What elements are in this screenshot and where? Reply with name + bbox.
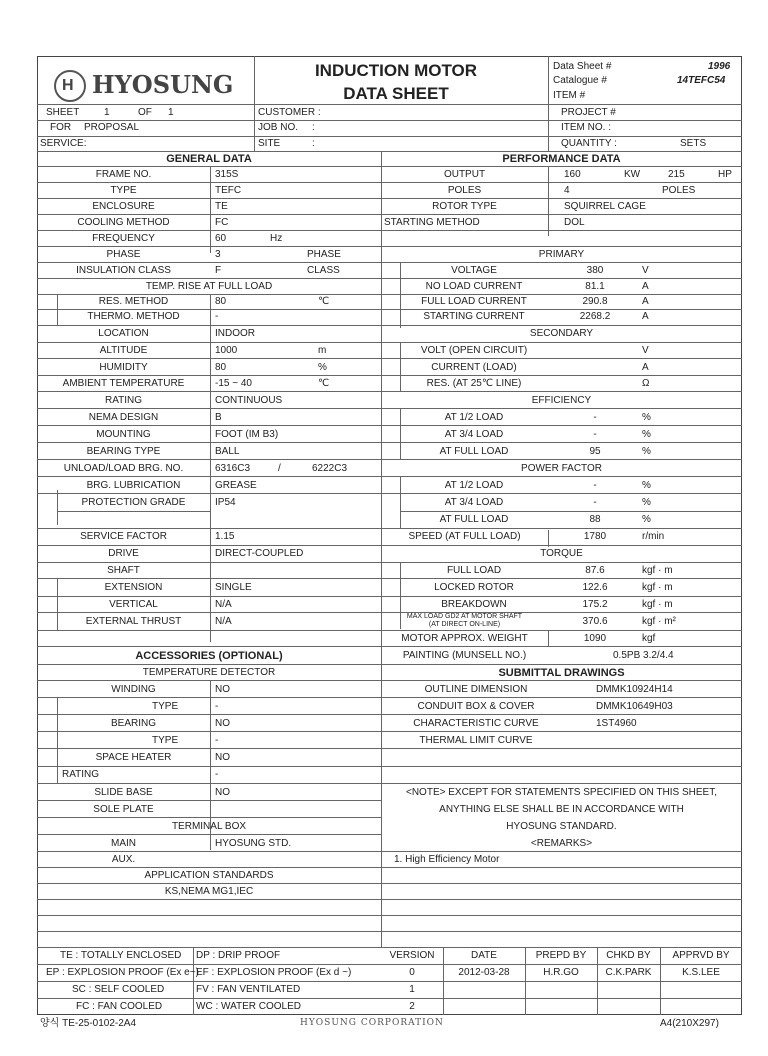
shaft-label: SHAFT — [107, 565, 140, 576]
note-line-2: ANYTHING ELSE SHALL BE IN ACCORDANCE WITH — [439, 804, 684, 815]
full-load-torque-unit: kgf · m — [642, 565, 673, 576]
motor-weight-unit: kgf — [642, 633, 656, 644]
starting-current-value: 2268.2 — [579, 311, 611, 322]
protection-grade-value: IP54 — [215, 497, 236, 508]
submittal-drawings-heading: SUBMITTAL DRAWINGS — [498, 667, 625, 679]
output-label: OUTPUT — [443, 169, 486, 180]
speed-label: SPEED (AT FULL LOAD) — [408, 531, 521, 542]
bearing-detector-type-label: TYPE — [152, 735, 179, 746]
bearing-detector-label: BEARING — [110, 718, 156, 729]
document-subtitle: DATA SHEET — [343, 84, 449, 103]
winding-value: NO — [215, 684, 230, 695]
service-factor-label: SERVICE FACTOR — [80, 531, 167, 542]
voltage-label: VOLTAGE — [451, 265, 497, 276]
drive-value: DIRECT-COUPLED — [215, 548, 304, 559]
accessories-heading: ACCESSORIES (OPTIONAL) — [135, 650, 283, 662]
res-method-value: 80 — [215, 296, 227, 307]
full-load-current-label: FULL LOAD CURRENT — [421, 296, 527, 307]
full-load-current-value: 290.8 — [582, 296, 608, 307]
insulation-class-unit: CLASS — [307, 265, 340, 276]
efficiency-full-load-label: AT FULL LOAD — [439, 446, 509, 457]
general-data-heading: GENERAL DATA — [166, 153, 252, 165]
output-kw-value: 160 — [564, 169, 581, 180]
legend-ep: EP : EXPLOSION PROOF (Ex e~) — [46, 967, 199, 978]
phase-unit: PHASE — [307, 249, 341, 260]
for-label: FOR — [50, 122, 72, 133]
note-line-3: HYOSUNG STANDARD. — [506, 821, 617, 832]
humidity-label: HUMIDITY — [99, 362, 148, 373]
phase-value: 3 — [215, 249, 221, 260]
bearing-type-label: BEARING TYPE — [86, 446, 161, 457]
altitude-label: ALTITUDE — [99, 345, 148, 356]
altitude-value: 1000 — [215, 345, 238, 356]
cooling-method-value: FC — [215, 217, 229, 228]
painting-label: PAINTING (MUNSELL NO.) — [402, 650, 527, 661]
speed-unit: r/min — [642, 531, 665, 542]
starting-method-value: DOL — [564, 217, 585, 228]
outline-dimension-label: OUTLINE DIMENSION — [424, 684, 528, 695]
form-number: 양식 TE-25-0102-2A4 — [40, 1018, 137, 1029]
rotor-type-label: ROTOR TYPE — [432, 201, 497, 212]
revision-version: 0 — [409, 967, 415, 978]
breakdown-torque-value: 175.2 — [582, 599, 608, 610]
efficiency-three-quarter-load-unit: % — [642, 429, 651, 440]
revision-header-version: VERSION — [389, 950, 435, 961]
location-label: LOCATION — [98, 328, 149, 339]
nema-design-value: B — [215, 412, 222, 423]
external-thrust-value: N/A — [215, 616, 232, 627]
type-label: TYPE — [110, 185, 137, 196]
locked-rotor-torque-value: 122.6 — [582, 582, 608, 593]
revision-version: 1 — [409, 984, 415, 995]
frequency-unit: Hz — [270, 233, 283, 244]
conduit-box-label: CONDUIT BOX & COVER — [417, 701, 535, 712]
speed-value: 1780 — [583, 531, 607, 542]
remark-1: 1. High Efficiency Motor — [394, 854, 500, 865]
type-value: TEFC — [215, 185, 242, 196]
customer-label: CUSTOMER : — [258, 107, 321, 118]
output-hp-value: 215 — [668, 169, 685, 180]
legend-fv: FV : FAN VENTILATED — [196, 984, 301, 995]
revision-date: 2012-03-28 — [458, 967, 510, 978]
vertical-value: N/A — [215, 599, 232, 610]
conduit-box-value: DMMK10649H03 — [596, 701, 673, 712]
unload-bearing-value: 6316C3 — [215, 463, 251, 474]
load-current-unit: A — [642, 362, 649, 373]
quantity-label: QUANTITY : — [561, 138, 617, 149]
insulation-class-label: INSULATION CLASS — [76, 265, 171, 276]
power-factor-three-quarter-load-label: AT 3/4 LOAD — [444, 497, 504, 508]
characteristic-curve-label: CHARACTERISTIC CURVE — [413, 718, 539, 729]
protection-grade-label: PROTECTION GRADE — [81, 497, 186, 508]
thermo-method-value: - — [215, 311, 219, 322]
corporation-name: HYOSUNG CORPORATION — [300, 1018, 444, 1028]
application-standards-label: APPLICATION STANDARDS — [144, 870, 274, 881]
revision-checked-by: C.K.PARK — [605, 967, 652, 978]
thermal-limit-curve-label: THERMAL LIMIT CURVE — [419, 735, 533, 746]
no-load-current-label: NO LOAD CURRENT — [425, 281, 523, 292]
main-terminal-value: HYOSUNG STD. — [215, 838, 292, 849]
power-factor-full-load-value: 88 — [589, 514, 601, 525]
open-circuit-volt-unit: V — [642, 345, 649, 356]
space-heater-value: NO — [215, 752, 230, 763]
ambient-temperature-value: -15 ~ 40 — [215, 378, 252, 389]
legend-fc: FC : FAN COOLED — [76, 1001, 163, 1012]
quantity-unit: SETS — [680, 138, 707, 149]
full-load-current-unit: A — [642, 296, 649, 307]
insulation-class-value: F — [215, 265, 222, 276]
remarks-label: <REMARKS> — [530, 838, 593, 849]
sheet-total: 1 — [168, 107, 174, 118]
revision-header-date: DATE — [471, 950, 497, 961]
job-colon: : — [312, 122, 315, 133]
characteristic-curve-value: 1ST4960 — [596, 718, 637, 729]
winding-label: WINDING — [111, 684, 156, 695]
thermo-method-label: THERMO. METHOD — [87, 311, 180, 322]
winding-type-label: TYPE — [152, 701, 179, 712]
breakdown-torque-label: BREAKDOWN — [441, 599, 507, 610]
revision-header-checked: CHKD BY — [606, 950, 651, 961]
revision-header-approved: APPRVD BY — [672, 950, 730, 961]
power-factor-half-load-label: AT 1/2 LOAD — [444, 480, 504, 491]
torque-label: TORQUE — [540, 548, 583, 559]
cooling-method-label: COOLING METHOD — [77, 217, 170, 228]
voltage-unit: V — [642, 265, 649, 276]
output-kw-unit: KW — [624, 169, 641, 180]
drive-label: DRIVE — [108, 548, 139, 559]
power-factor-half-load-value: - — [593, 480, 597, 491]
extension-value: SINGLE — [215, 582, 252, 593]
secondary-label: SECONDARY — [529, 328, 594, 339]
voltage-value: 380 — [586, 265, 604, 276]
brand-name: HYOSUNG — [92, 70, 234, 99]
motor-weight-value: 1090 — [583, 633, 607, 644]
power-factor-three-quarter-load-unit: % — [642, 497, 651, 508]
temperature-detector-label: TEMPERATURE DETECTOR — [142, 667, 276, 678]
external-thrust-label: EXTERNAL THRUST — [85, 616, 182, 627]
poles-value: 4 — [564, 185, 570, 196]
hyosung-logo-icon: H — [54, 70, 86, 102]
paper-size: A4(210X297) — [660, 1018, 719, 1029]
sole-plate-label: SOLE PLATE — [93, 804, 154, 815]
revision-prepared-by: H.R.GO — [543, 967, 579, 978]
data-sheet-value: 1996 — [708, 61, 731, 72]
nema-design-label: NEMA DESIGN — [88, 412, 159, 423]
space-heater-label: SPACE HEATER — [95, 752, 172, 763]
temp-rise-label: TEMP. RISE AT FULL LOAD — [145, 281, 273, 292]
efficiency-half-load-value: - — [593, 412, 597, 423]
note-line-1: <NOTE> EXCEPT FOR STATEMENTS SPECIFIED ON THIS SHEET, — [406, 787, 717, 798]
item-label: ITEM # — [553, 90, 586, 101]
locked-rotor-torque-label: LOCKED ROTOR — [434, 582, 514, 593]
slide-base-value: NO — [215, 787, 230, 798]
starting-method-label: STARTING METHOD — [384, 217, 480, 228]
enclosure-value: TE — [215, 201, 228, 212]
service-factor-value: 1.15 — [215, 531, 235, 542]
performance-data-heading: PERFORMANCE DATA — [502, 153, 621, 165]
project-label: PROJECT # — [561, 107, 616, 118]
slide-base-label: SLIDE BASE — [94, 787, 153, 798]
no-load-current-value: 81.1 — [585, 281, 605, 292]
gd2-label-note: (AT DIRECT ON-LINE) — [428, 621, 501, 628]
altitude-unit: m — [318, 345, 327, 356]
service-label: SERVICE: — [40, 138, 87, 149]
site-label: SITE — [258, 138, 281, 149]
efficiency-label: EFFICIENCY — [531, 395, 592, 406]
extension-label: EXTENSION — [104, 582, 163, 593]
ambient-temperature-unit: ℃ — [318, 378, 330, 389]
gd2-label: MAX LOAD GD2 AT MOTOR SHAFT — [406, 613, 523, 620]
locked-rotor-torque-unit: kgf · m — [642, 582, 673, 593]
motor-weight-label: MOTOR APPROX. WEIGHT — [401, 633, 528, 644]
power-factor-three-quarter-load-value: - — [593, 497, 597, 508]
aux-terminal-label: AUX. — [111, 854, 136, 865]
bearing-lubrication-label: BRG. LUBRICATION — [86, 480, 181, 491]
efficiency-three-quarter-load-value: - — [593, 429, 597, 440]
rating-label: RATING — [104, 395, 143, 406]
legend-ef: EF : EXPLOSION PROOF (Ex d ~) — [196, 967, 352, 978]
frequency-label: FREQUENCY — [92, 233, 155, 244]
heater-rating-label: RATING — [62, 769, 100, 780]
frequency-value: 60 — [215, 233, 227, 244]
gd2-value: 370.6 — [582, 616, 608, 627]
for-value: PROPOSAL — [84, 122, 140, 133]
power-factor-full-load-label: AT FULL LOAD — [439, 514, 509, 525]
starting-current-unit: A — [642, 311, 649, 322]
item-number-label: ITEM NO. : — [561, 122, 611, 133]
power-factor-label: POWER FACTOR — [521, 463, 602, 474]
power-factor-full-load-unit: % — [642, 514, 651, 525]
resistance-unit: Ω — [642, 378, 650, 389]
breakdown-torque-unit: kgf · m — [642, 599, 673, 610]
revision-header-prepared: PREPD BY — [535, 950, 587, 961]
legend-sc: SC : SELF COOLED — [72, 984, 165, 995]
poles-label: POLES — [447, 185, 482, 196]
efficiency-three-quarter-load-label: AT 3/4 LOAD — [444, 429, 504, 440]
bearing-number-label: UNLOAD/LOAD BRG. NO. — [63, 463, 184, 474]
painting-value: 0.5PB 3.2/4.4 — [613, 650, 674, 661]
data-sheet-label: Data Sheet # — [553, 61, 612, 72]
poles-unit: POLES — [662, 185, 696, 196]
output-hp-unit: HP — [718, 169, 732, 180]
efficiency-full-load-unit: % — [642, 446, 651, 457]
site-colon: : — [312, 138, 315, 149]
revision-approved-by: K.S.LEE — [682, 967, 720, 978]
full-load-torque-label: FULL LOAD — [446, 565, 502, 576]
bearing-detector-type-value: - — [215, 735, 219, 746]
bearing-separator: / — [278, 463, 281, 474]
full-load-torque-value: 87.6 — [585, 565, 605, 576]
humidity-unit: % — [318, 362, 327, 373]
winding-type-value: - — [215, 701, 219, 712]
efficiency-half-load-label: AT 1/2 LOAD — [444, 412, 504, 423]
application-standards-value: KS,NEMA MG1,IEC — [164, 886, 254, 897]
legend-dp: DP : DRIP PROOF — [196, 950, 281, 961]
location-value: INDOOR — [215, 328, 255, 339]
enclosure-label: ENCLOSURE — [92, 201, 155, 212]
res-method-unit: ℃ — [318, 296, 330, 307]
catalogue-label: Catalogue # — [553, 75, 607, 86]
legend-te: TE : TOTALLY ENCLOSED — [60, 950, 182, 961]
primary-label: PRIMARY — [538, 249, 585, 260]
catalogue-value: 14TEFC54 — [677, 75, 726, 86]
load-bearing-value: 6222C3 — [312, 463, 348, 474]
mounting-value: FOOT (IM B3) — [215, 429, 279, 440]
phase-label: PHASE — [106, 249, 141, 260]
heater-rating-value: - — [215, 769, 219, 780]
mounting-label: MOUNTING — [96, 429, 151, 440]
efficiency-full-load-value: 95 — [589, 446, 601, 457]
frame-no-value: 315S — [215, 169, 239, 180]
sheet-number: 1 — [104, 107, 110, 118]
of-label: OF — [138, 107, 152, 118]
outline-dimension-value: DMMK10924H14 — [596, 684, 673, 695]
gd2-unit: kgf · m² — [642, 616, 676, 627]
power-factor-half-load-unit: % — [642, 480, 651, 491]
ambient-temperature-label: AMBIENT TEMPERATURE — [62, 378, 185, 389]
no-load-current-unit: A — [642, 281, 649, 292]
resistance-label: RES. (AT 25℃ LINE) — [426, 378, 522, 389]
starting-current-label: STARTING CURRENT — [423, 311, 525, 322]
revision-version: 2 — [409, 1001, 415, 1012]
job-number-label: JOB NO. — [258, 122, 299, 133]
bearing-detector-value: NO — [215, 718, 230, 729]
load-current-label: CURRENT (LOAD) — [431, 362, 517, 373]
sheet-label: SHEET — [46, 107, 80, 118]
document-title: INDUCTION MOTOR — [314, 61, 478, 80]
humidity-value: 80 — [215, 362, 227, 373]
res-method-label: RES. METHOD — [98, 296, 169, 307]
rating-value: CONTINUOUS — [215, 395, 283, 406]
efficiency-half-load-unit: % — [642, 412, 651, 423]
legend-wc: WC : WATER COOLED — [196, 1001, 301, 1012]
open-circuit-volt-label: VOLT (OPEN CIRCUIT) — [420, 345, 528, 356]
vertical-label: VERTICAL — [109, 599, 158, 610]
bearing-type-value: BALL — [215, 446, 240, 457]
rotor-type-value: SQUIRREL CAGE — [564, 201, 646, 212]
terminal-box-label: TERMINAL BOX — [171, 821, 247, 832]
bearing-lubrication-value: GREASE — [215, 480, 257, 491]
frame-no-label: FRAME NO. — [95, 169, 152, 180]
main-terminal-label: MAIN — [111, 838, 136, 849]
